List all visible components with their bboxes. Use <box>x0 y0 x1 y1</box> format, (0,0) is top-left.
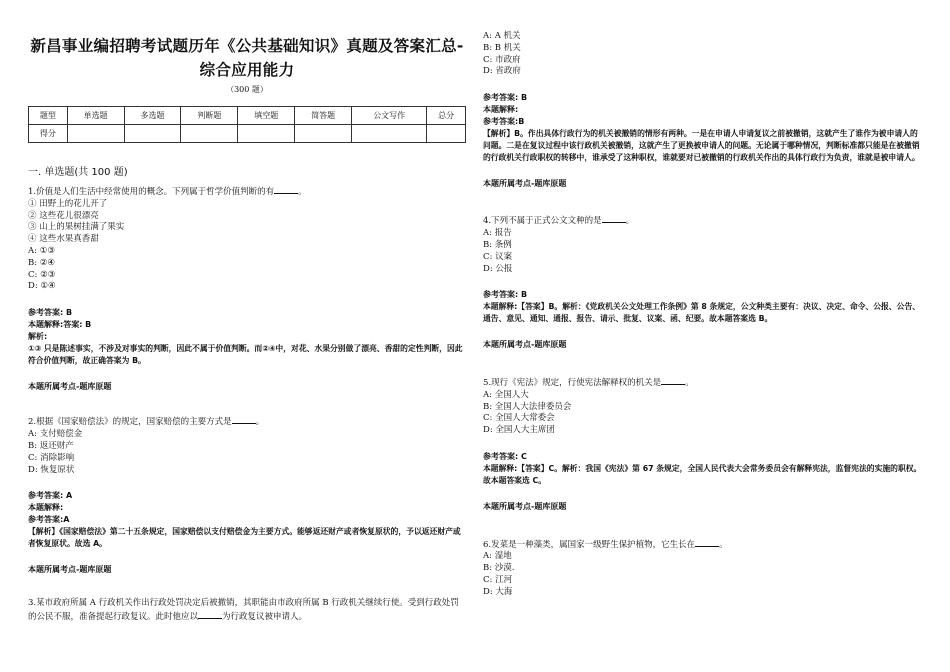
option-d: D: 恢复原状 <box>28 464 75 475</box>
answer-blank <box>695 537 719 547</box>
reference-answer: 参考答案: C <box>483 451 527 461</box>
option-a: A: 湿地 <box>483 551 512 562</box>
score-cell[interactable] <box>238 125 295 143</box>
stem-text: 2.根据《国家赔偿法》的规定，国家赔偿的主要方式是 <box>28 417 232 428</box>
question-stem <box>28 184 466 199</box>
explanation-head: 本题解释: <box>483 104 519 114</box>
option-b: B: 返还财产 <box>28 440 74 451</box>
statement-item: ① 田野上的花儿开了 <box>28 198 108 209</box>
option-d: D: ①④ <box>28 281 56 292</box>
option-c: C: 市政府 <box>483 54 521 65</box>
option-d: D: 省政府 <box>483 66 521 77</box>
score-cell[interactable] <box>181 125 238 143</box>
answer-blank <box>274 184 298 194</box>
answer-blank <box>232 414 256 424</box>
stem-end: 。 <box>625 216 635 227</box>
option-a: A: 全国人大 <box>483 389 529 400</box>
answer-blank <box>198 609 222 619</box>
question-stem <box>28 598 466 625</box>
option-b: B: B 机关 <box>483 42 521 53</box>
option-c: C: ②③ <box>28 269 56 280</box>
left-column <box>28 0 466 624</box>
score-header-cell: 公文写作 <box>352 107 427 125</box>
score-header-cell: 判断题 <box>181 107 238 125</box>
statement-item: ④ 这些水果真香甜 <box>28 234 99 245</box>
score-header-cell: 简答题 <box>295 107 352 125</box>
score-cell[interactable] <box>352 125 427 143</box>
section-title: 一. 单选题(共 100 题) <box>28 167 128 178</box>
document-title: 新昌事业编招聘考试题历年《公共基础知识》真题及答案汇总-综合应用能力 <box>30 37 464 79</box>
question-stem <box>483 213 923 228</box>
explanation-head: 本题解释:答案: B <box>28 319 92 329</box>
score-header-cell: 填空题 <box>238 107 295 125</box>
answer-blank <box>602 213 626 223</box>
explanation-text: 【解析】《国家赔偿法》第二十五条规定，国家赔偿以支付赔偿金为主要方式。能够返还财产或者恢复原状的，予以返还财产或者恢复原状。故选 A。 <box>28 526 461 548</box>
explanation-label: 解析: <box>28 331 48 341</box>
question-3-continued <box>483 31 923 189</box>
score-row-label: 得分 <box>29 125 68 143</box>
option-d: D: 大海 <box>483 586 513 597</box>
question-source: 本题所属考点-题库原题 <box>28 381 112 391</box>
score-table <box>28 106 466 143</box>
option-d: D: 全国人大主席团 <box>483 425 555 436</box>
reference-answer: 参考答案: B <box>28 308 73 318</box>
statement-item: ③ 山上的果树挂满了果实 <box>28 222 125 233</box>
option-b: B: 条例 <box>483 239 512 250</box>
option-b: B: 全国人大法律委员会 <box>483 401 572 412</box>
reference-answer-2: 参考答案:A <box>28 514 70 524</box>
option-a: A: 报告 <box>483 228 512 239</box>
question-2 <box>28 414 466 575</box>
score-header-cell: 题型 <box>29 107 68 125</box>
score-cell[interactable] <box>427 125 466 143</box>
stem-text: 6.发菜是一种藻类，属国家一级野生保护植物，它生长在 <box>483 539 696 550</box>
question-source: 本题所属考点-题库原题 <box>483 178 567 188</box>
explanation-text: ①③ 只是陈述事实，不涉及对事实的判断，因此不属于价值判断。而②④中，对花、水果分别做了漂亮、香甜的定性判断，因此符合价值判断，故正确答案为 B。 <box>28 343 463 365</box>
explanation-head: 本题解释: <box>28 503 64 513</box>
question-stem <box>483 375 923 390</box>
reference-answer-2: 参考答案:B <box>483 116 525 126</box>
question-6 <box>483 537 923 599</box>
question-1 <box>28 184 466 392</box>
option-a: A: A 机关 <box>483 31 521 41</box>
option-b: B: ②④ <box>28 257 56 268</box>
question-source: 本题所属考点-题库原题 <box>28 564 112 574</box>
option-d: D: 公报 <box>483 263 513 274</box>
option-c: C: 江河 <box>483 574 513 585</box>
stem-end: 。 <box>255 417 265 428</box>
question-stem <box>483 537 923 552</box>
answer-blank <box>661 375 685 385</box>
explanation-text: 本题解释:【答案】C。解析：我国《宪法》第 67 条规定，全国人民代表大会常务委员会有解释宪法，监督宪法的实施的职权。故本题答案选 C。 <box>483 463 922 485</box>
stem-end: 。 <box>685 377 694 388</box>
stem-text: 4.下列不属于正式公文文种的是 <box>483 216 602 227</box>
question-source: 本题所属考点-题库原题 <box>483 501 567 511</box>
stem-end: 为行政复议被申请人。 <box>222 612 308 623</box>
score-cell[interactable] <box>67 125 124 143</box>
option-a: A: ①③ <box>28 245 55 256</box>
reference-answer: 参考答案: A <box>28 491 73 501</box>
score-header-cell: 总分 <box>427 107 466 125</box>
right-column <box>483 31 923 599</box>
question-5 <box>483 375 923 513</box>
question-stem <box>28 414 466 429</box>
option-c: C: 议案 <box>483 251 513 262</box>
option-c: C: 消除影响 <box>28 452 75 463</box>
option-b: B: 沙漠. <box>483 563 515 574</box>
statement-item: ② 这些花儿很漂亮 <box>28 210 99 221</box>
stem-text: 3.某市政府所属 A 行政机关作出行政处罚决定后被撤销，其职能由市政府所属 B 行政机关继续行使。受到行政处罚的公民不服，准备提起行政复议。此时他应以 <box>28 597 459 623</box>
score-header-cell: 单选题 <box>67 107 124 125</box>
explanation-text: 本题解释:【答案】B。解析：《党政机关公文处理工作条例》第 8 条规定，公文种类主要有：决议、决定、命令、公报、公告、通告、意见、通知、通报、报告、请示、批复、议案、函、纪要。故本题答案选 B。 <box>483 302 921 324</box>
explanation-text: 【解析】B。作出具体行政行为的机关被撤销的情形有两种。一是在申请人申请复议之前被撤销，这就产生了谁作为被申请人的问题。二是在复议过程中该行政机关被撤销，这就产生了更换被申请人的问题。无论属于哪种情况，判断标准都只能是在被撤销的行政机关行政职权的转移中，谁承受了这种职权，谁就要对已被撤销的行政机关作出的具体行政行为负责，谁就是被申请人。 <box>483 128 920 162</box>
question-source: 本题所属考点-题库原题 <box>483 340 567 350</box>
question-count: （300 题） <box>226 85 268 94</box>
reference-answer: 参考答案: B <box>483 93 528 103</box>
question-4 <box>483 213 923 351</box>
reference-answer: 参考答案: B <box>483 290 528 300</box>
score-cell[interactable] <box>295 125 352 143</box>
stem-end: 。 <box>298 187 307 197</box>
stem-text: 1.价值是人们生活中经常使用的概念。下列属于哲学价值判断的有 <box>28 187 275 197</box>
stem-end: 。 <box>719 539 728 550</box>
score-value-row <box>29 125 466 143</box>
score-header-cell: 多选题 <box>124 107 181 125</box>
option-a: A: 支付赔偿金 <box>28 429 83 440</box>
score-cell[interactable] <box>124 125 181 143</box>
stem-text: 5.现行《宪法》规定，行使宪法解释权的机关是 <box>483 377 662 388</box>
option-c: C: 全国人大常委会 <box>483 413 555 424</box>
score-header-row <box>29 107 466 125</box>
question-3 <box>28 598 466 625</box>
